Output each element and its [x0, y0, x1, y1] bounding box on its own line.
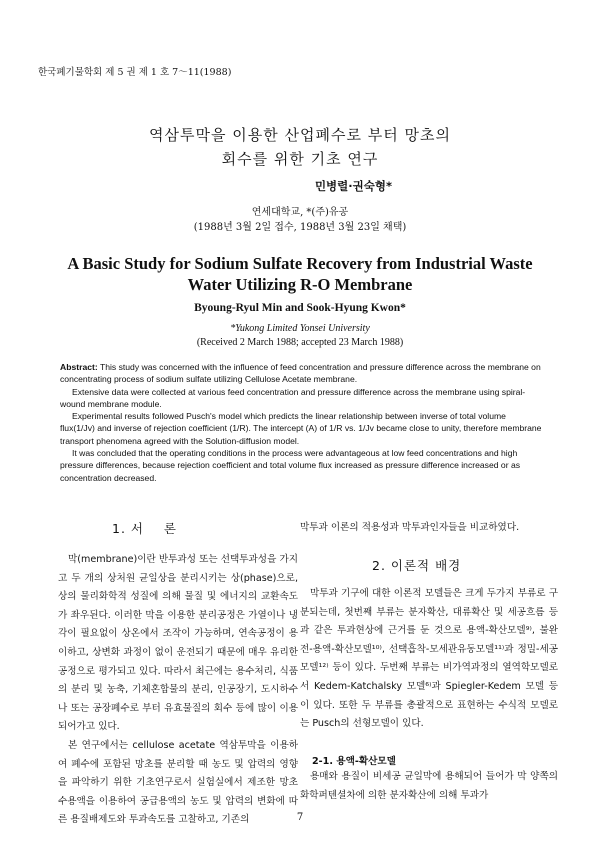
left-column	[58, 551, 298, 830]
english-title-line2: Water Utilizing R-O Membrane	[187, 275, 413, 294]
english-received-date: (Received 2 March 1988; accepted 23 March 1988)	[196, 337, 404, 348]
right-column-continuation: 막투과 이론의 적용성과 막투과인자들을 비교하였다.	[300, 522, 520, 533]
intro-paragraph-1: 막(membrane)이란 반투과성 또는 선택투과성을 가지고 두 개의 상처원 균일상을 분리시키는 상(phase)으로, 상의 물리화학적 성질에 의해 물질 및 에너지의 교환속도가 좌우된다. 이러한 막을 이용한 분리공정은 가열이나 냉각이 필요없이 상온에서 조작이 가능하며, 연속공정이 용이하고, 상변화 과정이 없이 운전되기 때문에 매우 유리한 공정으로 평가되고 있다. 따라서 최근에는 용수처리, 식품의 분리 및 농축, 기체혼합물의 분리, 인공장기, 도시하수나 또는 공장폐수로 부터 유효물질의 회수 등에 많이 이용되어가고 있다.	[58, 554, 298, 733]
abstract	[60, 361, 543, 484]
english-affiliation: *Yukong Limited Yonsei University	[230, 323, 370, 334]
abstract-p1-text: This study was concerned with the influence of feed concentration and pressure difference across the membrane on concentrating process of sodium sulfate utilizing Cellulose Acetate membrane.	[60, 362, 541, 385]
subsection-paragraph-1: 용매와 용질이 비세공 균일막에 용해되어 들어가 막 양쪽의 화학퍼텐셜차에 의한 분자확산에 의해 투과가	[300, 771, 558, 801]
right-column	[300, 585, 558, 734]
abstract-paragraph-4: It was concluded that the operating conditions in the process were advantageous at low feed concentrations and high pressure differences, because rejection coefficient and total volume flux increased as pressure difference increased or as concentration decreased.	[60, 448, 521, 483]
intro-paragraph-2: 본 연구에서는 cellulose acetate 역삼투막을 이용하여 폐수에 포함된 망초를 분리할 때 농도 및 압력의 영향을 파악하기 위한 기초연구로서 실험실에서 제조한 망초수용액을 이용하여 공급용액의 농도 및 압력의 변화에 따른 용질배제도와 투과속도를 고찰하고, 기존의	[58, 739, 298, 826]
english-title-line1: A Basic Study for Sodium Sulfate Recovery from Industrial Waste	[67, 254, 533, 273]
journal-citation: 한국폐기물학회 제 5 권 제 1 호 7～11(1988)	[38, 67, 232, 78]
abstract-paragraph-2: Extensive data were collected at various feed concentration and pressure difference across the membrane using spiral-wound membrane module.	[60, 386, 526, 409]
abstract-paragraph-3: Experimental results followed Pusch's model which predicts the linear relationship between inverse of total volume flux(1/Jv) and inverse of rejection coefficient (1/R). The intercept (A) of 1/R vs. 1/Jv became close to unity, therefore membrane transport phenomena agreed with the Solution-diffusion model.	[60, 411, 542, 446]
abstract-paragraph-1	[60, 361, 543, 386]
korean-title-line1: 역삼투막을 이용한 산업폐수로 부터 망초의	[149, 126, 451, 144]
korean-affiliation: 연세대학교, *(주)유공	[251, 207, 349, 218]
abstract-label: Abstract:	[60, 362, 98, 372]
korean-authors	[0, 178, 600, 194]
theory-paragraph-1: 막투과 기구에 대한 이론적 모델들은 크게 두가지 부류로 구분되는데, 첫번째 부류는 분자확산, 대류확산 및 세공흐름 등과 같은 투과현상에 근거를 둔 것으로 용액-확산모델⁹⁾, 불완전-용액-확산모델¹⁰⁾, 선택흡착-모세관유동모델¹¹⁾과 정밀-세공모델¹²⁾ 등이 있다. 두번째 부류는 비가역과정의 열역학모델로서 Kedem-Katchalsky 모델⁶⁾과 Spiegler-Kedem 모델 등이 있다. 또한 두 부류를 총괄적으로 표현하는 수식적 모델로는 Pusch의 선형모델이 있다.	[300, 588, 558, 730]
section-1-heading: 1. 서 론	[112, 521, 177, 536]
subsection-2-1-heading: 2-1. 용액-확산모델	[312, 756, 396, 767]
english-authors: Byoung-Ryul Min and Sook-Hyung Kwon*	[194, 302, 406, 314]
page-number: 7	[296, 812, 304, 823]
korean-received-date: (1988년 3월 2일 접수, 1988년 3월 23일 채택)	[193, 222, 407, 233]
subsection-2-1-body	[300, 768, 558, 805]
korean-title-line2: 회수를 위한 기초 연구	[221, 150, 379, 168]
section-2-heading: 2. 이론적 배경	[372, 558, 462, 573]
korean-authors-text: 민병렬·권숙형*	[314, 179, 392, 193]
